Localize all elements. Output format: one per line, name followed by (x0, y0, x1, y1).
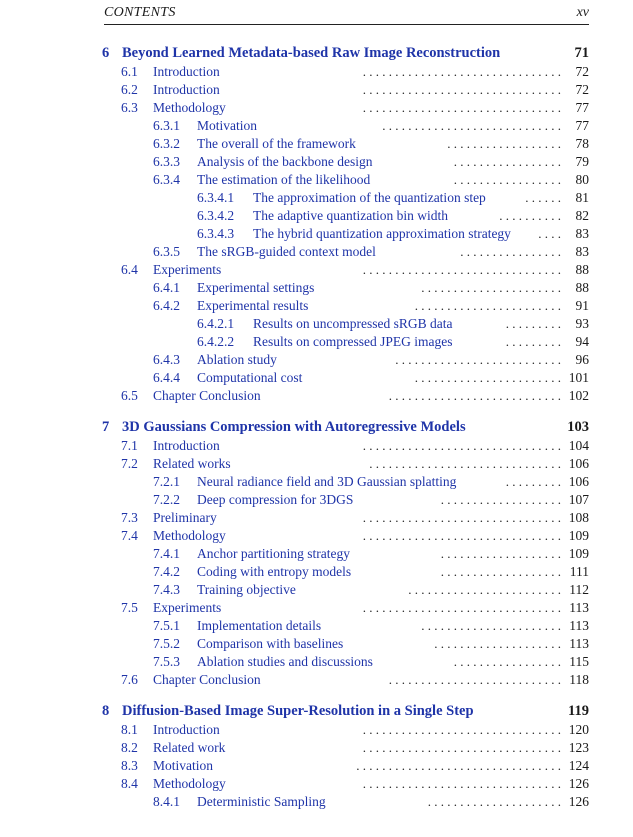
toc-entry-6-3-4-3[interactable] (0, 225, 633, 243)
toc-entry-6-4-2-2[interactable] (0, 333, 633, 351)
toc-entry-7-6[interactable] (0, 671, 633, 689)
entry-title[interactable]: Deterministic Sampling (197, 794, 326, 809)
toc-entry-7-4[interactable] (0, 527, 633, 545)
entry-number: 6.3.4.1 (197, 190, 235, 205)
entry-title[interactable]: Coding with entropy models (197, 564, 352, 579)
entry-page-number: 80 (575, 172, 589, 187)
toc-entry-6-5[interactable] (0, 387, 633, 405)
leader-dots: . . . . . . . . . (505, 316, 561, 331)
entry-title[interactable]: Anchor partitioning strategy (197, 546, 350, 561)
leader-dots: . . . . . . . . . . . . . . . . . . . . . . . . . . . . . . (369, 456, 561, 471)
entry-number: 6.3.4 (153, 172, 180, 187)
entry-title[interactable]: Motivation (153, 758, 213, 773)
entry-page-number: 88 (575, 262, 589, 277)
toc-entry-6-3-4-1[interactable] (0, 189, 633, 207)
entry-title[interactable]: Introduction (153, 722, 220, 737)
entry-number: 7.4.3 (153, 582, 180, 597)
entry-title[interactable]: Methodology (153, 528, 226, 543)
leader-dots: . . . . . . . . . . . . . . . . . . . . . . . (414, 370, 561, 385)
leader-dots: . . . . . . . . . . . . . . . . . . . . . . (421, 280, 561, 295)
leader-dots: . . . . . . . . . . . . . . . . . . . (440, 492, 561, 507)
entry-number: 8.4 (121, 776, 138, 791)
entry-number: 7.6 (121, 672, 138, 687)
leader-dots: . . . . . . . . . . . . . . . . . . . . . . . . . . . . . . . (362, 64, 561, 79)
entry-page-number: 111 (569, 564, 589, 579)
toc-entry-7-2-1[interactable] (0, 473, 633, 491)
leader-dots: . . . . . . . . . . . . . . . . . . . . . . . (414, 298, 561, 313)
entry-title[interactable]: Analysis of the backbone design (197, 154, 373, 169)
toc-entry-7-2[interactable] (0, 455, 633, 473)
entry-title[interactable]: Experimental settings (197, 280, 315, 295)
toc-entry-6-3-4-2[interactable] (0, 207, 633, 225)
entry-title[interactable]: Computational cost (197, 370, 303, 385)
toc-entry-8-4[interactable] (0, 775, 633, 793)
leader-dots: . . . . . . . . . . . . . . . . (460, 244, 561, 259)
toc-entry-7-1[interactable] (0, 437, 633, 455)
leader-dots: . . . . . . . . . . . . . . . . . . . . . . . . . . . . . . . (362, 438, 561, 453)
entry-page-number: 82 (575, 208, 589, 223)
toc-entry-6-4[interactable] (0, 261, 633, 279)
entry-page-number: 118 (569, 672, 589, 687)
entry-number: 6.4.1 (153, 280, 180, 295)
entry-title[interactable]: Related works (153, 456, 231, 471)
toc-chapter-7[interactable] (0, 418, 633, 436)
entry-title[interactable]: Training objective (197, 582, 296, 597)
leader-dots: . . . . . . . . . . . . . . . . . . . (440, 564, 561, 579)
entry-page-number: 96 (575, 352, 589, 367)
toc-entry-6-4-2-1[interactable] (0, 315, 633, 333)
leader-dots: . . . . . . . . . . . . . . . . . . . . (434, 636, 561, 651)
toc-entry-6-2[interactable] (0, 81, 633, 99)
leader-dots: . . . . . . . . . . . . . . . . . (453, 654, 561, 669)
entry-number: 7.1 (121, 438, 138, 453)
entry-page-number: 107 (568, 492, 589, 507)
entry-page-number: 115 (569, 654, 589, 669)
leader-dots: . . . . . . . . . . . . . . . . . . . . . . . . . . . . . . . (362, 510, 561, 525)
header-page-number: xv (576, 5, 589, 20)
toc-entry-6-1[interactable] (0, 63, 633, 81)
toc-entry-7-5[interactable] (0, 599, 633, 617)
leader-dots: . . . . . . . . . . . . . . . . . (453, 172, 561, 187)
entry-page-number: 72 (575, 64, 589, 79)
entry-title[interactable]: Implementation details (197, 618, 322, 633)
entry-page-number: 78 (575, 136, 589, 151)
entry-number: 6.3.4.2 (197, 208, 235, 223)
entry-page-number: 81 (575, 190, 589, 205)
entry-page-number: 109 (568, 528, 589, 543)
entry-number: 8.3 (121, 758, 138, 773)
toc-entry-6-4-2[interactable] (0, 297, 633, 315)
header-section-title: CONTENTS (104, 5, 176, 20)
entry-page-number: 77 (575, 118, 589, 133)
entry-number: 6.3.2 (153, 136, 180, 151)
leader-dots: . . . . . . . . . . . . . . . . . . . . . . (421, 618, 561, 633)
entry-number: 6.3 (121, 100, 138, 115)
entry-number: 6.4 (121, 262, 138, 277)
leader-dots: . . . . . . . . . . . . . . . . . . (447, 136, 561, 151)
entry-number: 7.4.2 (153, 564, 180, 579)
leader-dots: . . . . . . . . . . . . . . . . . . . . . . . . . . . . . . . (362, 100, 561, 115)
entry-title[interactable]: The estimation of the likelihood (197, 172, 371, 187)
entry-page-number: 109 (568, 546, 589, 561)
entry-page-number: 106 (568, 456, 589, 471)
entry-number: 6.3.4.3 (197, 226, 235, 241)
entry-title[interactable]: Ablation studies and discussions (197, 654, 373, 669)
entry-number: 6.4.2 (153, 298, 180, 313)
toc-entry-6-4-4[interactable] (0, 369, 633, 387)
entry-page-number: 104 (568, 438, 589, 453)
entry-title[interactable]: The hybrid quantization approximation strategy (253, 226, 511, 241)
entry-page-number: 106 (568, 474, 589, 489)
entry-title[interactable]: Neural radiance field and 3D Gaussian splatting (197, 474, 457, 489)
leader-dots: . . . . (538, 226, 561, 241)
entry-number: 7.2 (121, 456, 138, 471)
entry-title[interactable]: Related work (153, 740, 226, 755)
chapter-title[interactable]: Beyond Learned Metadata-based Raw Image Reconstruction (122, 45, 501, 61)
entry-title[interactable]: Preliminary (153, 510, 217, 525)
leader-dots: . . . . . . . . . (505, 474, 561, 489)
leader-dots: . . . . . . . . . . . . . . . . . . . . . . . . . . . . . . . (362, 722, 561, 737)
toc-entry-7-4-2[interactable] (0, 563, 633, 581)
entry-page-number: 83 (575, 226, 589, 241)
entry-page-number: 101 (568, 370, 589, 385)
leader-dots: . . . . . . . . . . . . . . . . . . . . . . . . (408, 582, 561, 597)
leader-dots: . . . . . . . . . . . . . . . . . . . . . . . . . . (395, 352, 561, 367)
chapter-number: 8 (102, 703, 110, 719)
entry-title[interactable]: Motivation (197, 118, 257, 133)
toc-entry-8-2[interactable] (0, 739, 633, 757)
entry-title[interactable]: Results on compressed JPEG images (253, 334, 453, 349)
entry-title[interactable]: Ablation study (197, 352, 277, 367)
entry-page-number: 112 (569, 582, 589, 597)
leader-dots: . . . . . . . . . . . . . . . . . . . . . . . . . . . . . . . (362, 82, 561, 97)
entry-number: 6.4.2.2 (197, 334, 235, 349)
leader-dots: . . . . . . . . . . . . . . . . . . . . . . . . . . . (388, 388, 561, 403)
toc-entry-6-3-3[interactable] (0, 153, 633, 171)
toc-entry-6-3[interactable] (0, 99, 633, 117)
entry-page-number: 126 (568, 776, 589, 791)
entry-title[interactable]: Results on uncompressed sRGB data (253, 316, 453, 331)
entry-page-number: 88 (575, 280, 589, 295)
toc-entry-7-4-1[interactable] (0, 545, 633, 563)
entry-number: 7.5.3 (153, 654, 180, 669)
entry-number: 7.5.2 (153, 636, 180, 651)
entry-title[interactable]: Experimental results (197, 298, 309, 313)
entry-page-number: 83 (575, 244, 589, 259)
entry-number: 8.4.1 (153, 794, 180, 809)
entry-page-number: 77 (575, 100, 589, 115)
toc-entry-6-4-1[interactable] (0, 279, 633, 297)
entry-number: 7.2.2 (153, 492, 180, 507)
leader-dots: . . . . . . . . . . . . . . . . . . . . . . . . . . . . . . . (362, 600, 561, 615)
leader-dots: . . . . . . . . . . . . . . . . . . . . . . . . . . . . . . . . (356, 758, 561, 773)
toc-entry-8-1[interactable] (0, 721, 633, 739)
leader-dots: . . . . . . . . . . . . . . . . . . . . . (427, 794, 561, 809)
toc-entry-6-3-5[interactable] (0, 243, 633, 261)
entry-title[interactable]: Comparison with baselines (197, 636, 344, 651)
leader-dots: . . . . . . . . . . (499, 208, 561, 223)
toc-entry-7-5-2[interactable] (0, 635, 633, 653)
entry-page-number: 94 (575, 334, 589, 349)
entry-title[interactable]: The adaptive quantization bin width (253, 208, 448, 223)
toc-entry-6-4-3[interactable] (0, 351, 633, 369)
leader-dots: . . . . . . (525, 190, 561, 205)
leader-dots: . . . . . . . . . . . . . . . . . . . (440, 546, 561, 561)
entry-page-number: 124 (568, 758, 589, 773)
entry-page-number: 113 (569, 618, 589, 633)
entry-number: 6.5 (121, 388, 138, 403)
entry-number: 6.4.4 (153, 370, 180, 385)
toc-entry-8-4-1[interactable] (0, 793, 633, 811)
chapter-number: 6 (102, 45, 110, 61)
chapter-page-number: 103 (567, 419, 589, 435)
leader-dots: . . . . . . . . . . . . . . . . . . . . . . . . . . . . . . . (362, 528, 561, 543)
chapter-number: 7 (102, 419, 110, 435)
entry-number: 8.2 (121, 740, 138, 755)
entry-number: 7.4.1 (153, 546, 180, 561)
toc-entry-6-3-4[interactable] (0, 171, 633, 189)
entry-number: 7.4 (121, 528, 138, 543)
entry-number: 8.1 (121, 722, 138, 737)
entry-number: 7.5 (121, 600, 138, 615)
entry-page-number: 79 (575, 154, 589, 169)
entry-title[interactable]: The approximation of the quantization step (253, 190, 486, 205)
chapter-title[interactable]: 3D Gaussians Compression with Autoregressive Models (122, 419, 466, 435)
entry-page-number: 108 (568, 510, 589, 525)
toc-entry-7-3[interactable] (0, 509, 633, 527)
entry-number: 6.2 (121, 82, 138, 97)
leader-dots: . . . . . . . . . . . . . . . . . . . . . . . . . . . . . . . (362, 740, 561, 755)
entry-title[interactable]: Chapter Conclusion (153, 388, 261, 403)
entry-number: 7.2.1 (153, 474, 180, 489)
entry-number: 6.1 (121, 64, 138, 79)
entry-title[interactable]: Introduction (153, 82, 220, 97)
entry-title[interactable]: Introduction (153, 64, 220, 79)
entry-title[interactable]: Methodology (153, 100, 226, 115)
entry-title[interactable]: The overall of the framework (197, 136, 356, 151)
chapter-page-number: 119 (568, 703, 589, 719)
entry-page-number: 113 (569, 600, 589, 615)
entry-title[interactable]: The sRGB-guided context model (197, 244, 376, 259)
entry-title[interactable]: Deep compression for 3DGS (197, 492, 354, 507)
leader-dots: . . . . . . . . . (505, 334, 561, 349)
leader-dots: . . . . . . . . . . . . . . . . . . . . . . . . . . . . . . . (362, 776, 561, 791)
entry-page-number: 126 (568, 794, 589, 809)
entry-page-number: 123 (568, 740, 589, 755)
entry-page-number: 102 (568, 388, 589, 403)
toc-chapter-8[interactable] (0, 702, 633, 720)
leader-dots: . . . . . . . . . . . . . . . . . . . . . . . . . . . . . . . (362, 262, 561, 277)
entry-title[interactable]: Experiments (153, 600, 222, 615)
entry-number: 6.3.1 (153, 118, 180, 133)
entry-page-number: 120 (568, 722, 589, 737)
entry-number: 6.3.5 (153, 244, 180, 259)
toc-entry-7-2-2[interactable] (0, 491, 633, 509)
toc-entry-6-3-2[interactable] (0, 135, 633, 153)
entry-title[interactable]: Chapter Conclusion (153, 672, 261, 687)
toc-entry-8-3[interactable] (0, 757, 633, 775)
entry-page-number: 93 (575, 316, 589, 331)
entry-title[interactable]: Introduction (153, 438, 220, 453)
toc-entry-7-5-3[interactable] (0, 653, 633, 671)
entry-title[interactable]: Experiments (153, 262, 222, 277)
entry-number: 7.3 (121, 510, 138, 525)
leader-dots: . . . . . . . . . . . . . . . . . . . . . . . . . . . (388, 672, 561, 687)
entry-number: 6.4.3 (153, 352, 180, 367)
leader-dots: . . . . . . . . . . . . . . . . . . . . . . . . . . . . (382, 118, 561, 133)
chapter-page-number: 71 (574, 45, 589, 61)
toc-entry-7-5-1[interactable] (0, 617, 633, 635)
toc-entry-7-4-3[interactable] (0, 581, 633, 599)
entry-number: 6.4.2.1 (197, 316, 235, 331)
toc-entry-6-3-1[interactable] (0, 117, 633, 135)
entry-page-number: 113 (569, 636, 589, 651)
entry-title[interactable]: Methodology (153, 776, 226, 791)
entry-number: 7.5.1 (153, 618, 180, 633)
toc-chapter-6[interactable] (0, 44, 633, 62)
entry-number: 6.3.3 (153, 154, 180, 169)
leader-dots: . . . . . . . . . . . . . . . . . (453, 154, 561, 169)
entry-page-number: 72 (575, 82, 589, 97)
chapter-title[interactable]: Diffusion-Based Image Super-Resolution in a Single Step (122, 703, 474, 719)
entry-page-number: 91 (575, 298, 589, 313)
